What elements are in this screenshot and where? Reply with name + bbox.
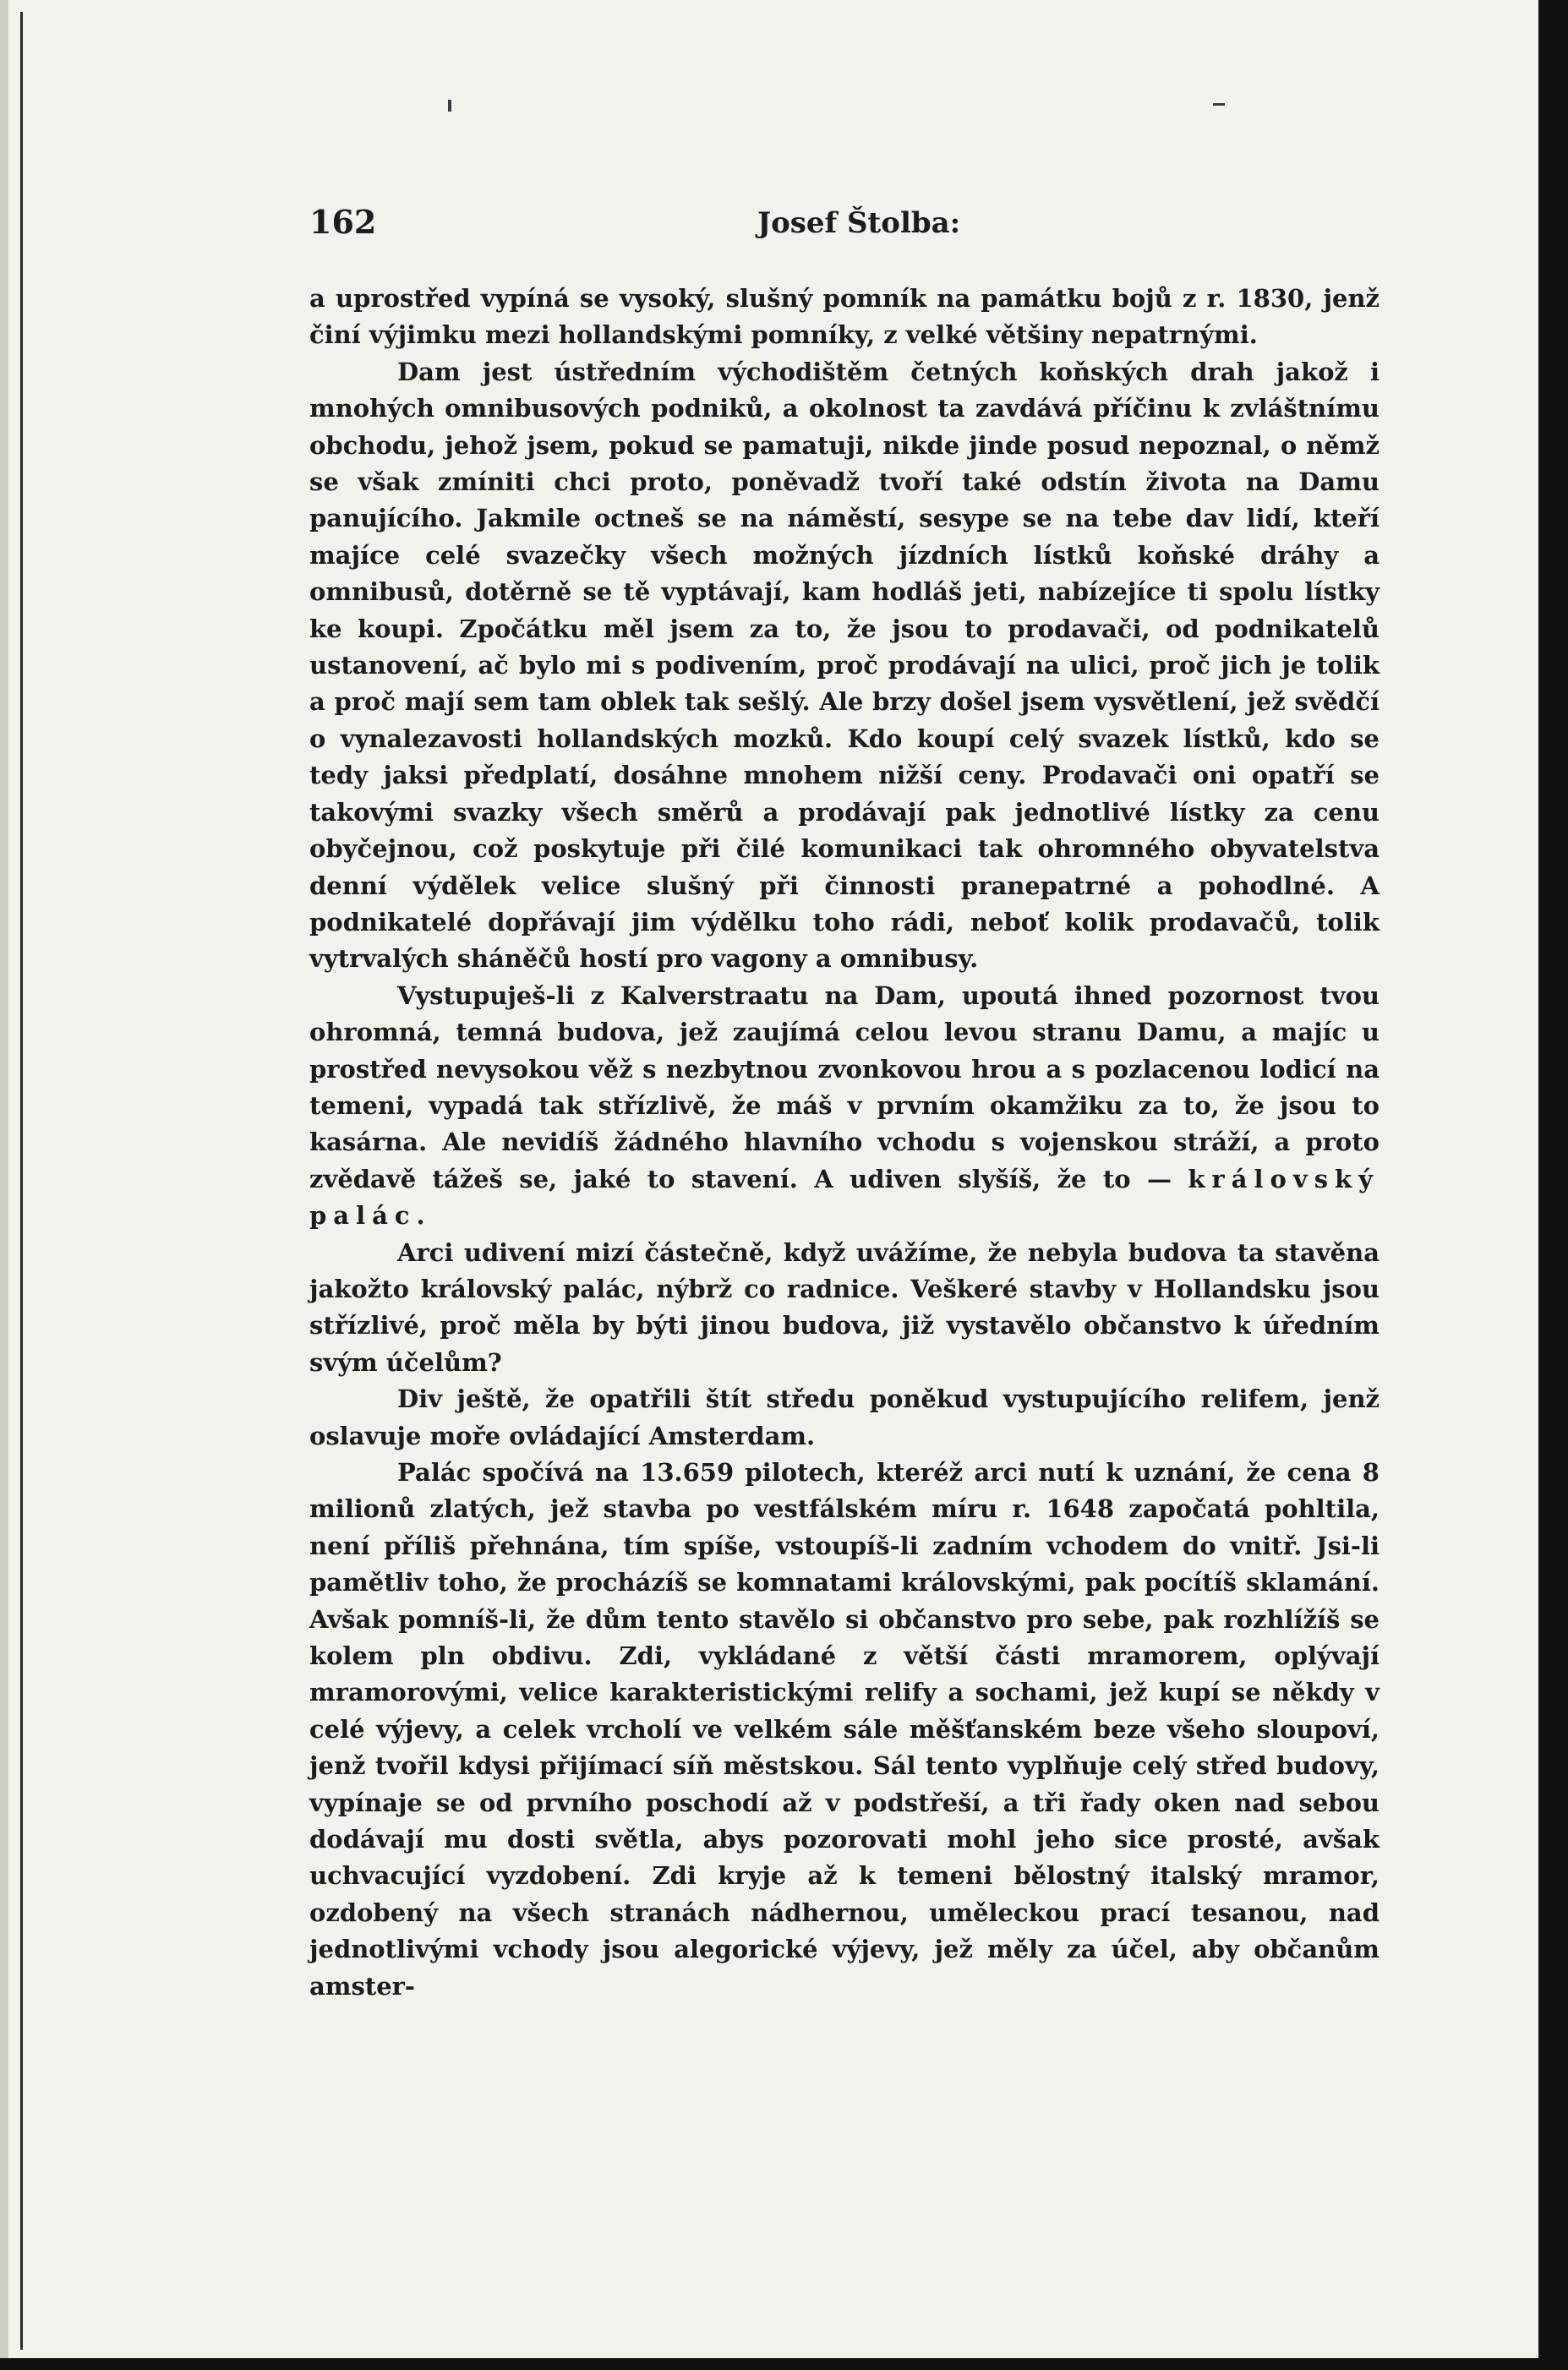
paragraph: Palác spočívá na 13.659 pilotech, kteréž arci nutí k uznání, že cena 8 milionů zlatých, jež stavba po vestfálském míru r. 1648 započatá pohltila, není příliš přehnána, tím spíše, vstoupíš-li zadním vchodem do vnitř. Jsi-li pamětliv toho, že procházíš se komnatami královskými, pak pocítíš sklamání. Avšak pomníš-li, že dům tento stavělo si občanstvo pro sebe, pak rozhlížíš se kolem pln obdivu. Zdi, vykládané z větší části mramorem, oplývají mramorovými, velice karakteristickými relify a sochami, jež kupí se někdy v celé výjevy, a celek vrcholí ve velkém sále měšťanském beze všeho sloupoví, jenž tvořil kdysi přijímací síň městskou. Sál tento vyplňuje celý střed budovy, vypínaje se od prvního poschodí až v podstřeší, a tři řady oken nad sebou dodávají mu dosti světla, abys pozorovati mohl jeho sice prosté, avšak uchvacující vyzdobení. Zdi kryje až k temeni bělostný italský mramor, ozdobený na všech stranách nádhernou, uměleckou prací tesanou, nad jednotlivými vchody jsou alegorické výjevy, jež měly za účel, aby občanům amster-	[309, 1458, 1380, 2001]
page-number: 162	[309, 203, 377, 241]
paragraph-text: Vystupuješ-li z Kalverstraatu na Dam, upoutá ihned pozornost tvou ohromná, temná budova, jež zaujímá celou levou stranu Damu, a majíc u prostřed nevysokou věž s nezbytnou zvonkovou hrou a s pozlacenou lodicí na temeni, vypadá tak střízlivě, že máš v prvním okamžiku za to, že jsou to kasárna. Ale nevidíš žádného hlavního vchodu s vojenskou stráží, a proto zvědavě tážeš se, jaké to stavení. A udiven slyšíš, že to —	[309, 980, 1380, 1193]
body-text	[309, 281, 1380, 2005]
running-head: Josef Štolba:	[757, 206, 961, 240]
paragraph: Dam jest ústředním východištěm četných koňských drah jakož i mnohých omnibusových podniků, a okolnost ta zavdává příčinu k zvláštnímu obchodu, jehož jsem, pokud se pamatuji, nikde jinde posud nepoznal, o němž se však zmíniti chci proto, poněvadž tvoří také odstín života na Damu panujícího. Jakmile octneš se na náměstí, sesype se na tebe dav lidí, kteří majíce celé svazečky všech možných jízdních lístků koňské dráhy a omnibusů, dotěrně se tě vyptávají, kam hodláš jeti, nabízejíce ti spolu lístky ke koupi. Zpočátku měl jsem za to, že jsou to prodavači, od podnikatelů ustanovení, ač bylo mi s podivením, proč prodávají na ulici, proč jich je tolik a proč mají sem tam oblek tak sešlý. Ale brzy došel jsem vysvětlení, jež svědčí o vynalezavosti hollandských mozků. Kdo koupí celý svazek lístků, kdo se tedy jaksi předplatí, dosáhne mnohem nižší ceny. Prodavači oni opatří se takovými svazky všech směrů a prodávají pak jednotlivé lístky za cenu obyčejnou, což poskytuje při čilé komunikaci tak ohromného obyvatelstva denní výdělek velice slušný při činnosti pranepatrné a pohodlné. A podnikatelé dopřávají jim výdělku toho rádi, neboť kolik prodavačů, tolik vytrvalých sháněčů hostí pro vagony a omnibusy.	[309, 357, 1380, 974]
page-header	[309, 203, 1380, 254]
smudge-mark	[448, 100, 451, 112]
paragraph: a uprostřed vypíná se vysoký, slušný pomník na památku bojů z r. 1830, jenž činí výjimku mezi hollandskými pomníky, z velké většiny nepatrnými.	[309, 284, 1380, 350]
smudge-mark	[1213, 103, 1225, 106]
paragraph	[309, 978, 1380, 1235]
paragraph-tail: .	[416, 1201, 425, 1231]
paragraph: Arci udivení mizí částečně, když uvážíme, že nebyla budova ta stavěna jakožto královský palác, nýbrž co radnice. Veškeré stavby v Hollandsku jsou střízlivé, proč měla by býti jinou budova, již vystavělo občanstvo k úředním svým účelům?	[309, 1237, 1380, 1377]
spaced-emphasis: královský palác	[309, 1164, 1380, 1231]
paragraph: Div ještě, že opatřili štít středu poněkud vystupujícího relifem, jenž oslavuje moře ovládající Amsterdam.	[309, 1384, 1380, 1450]
